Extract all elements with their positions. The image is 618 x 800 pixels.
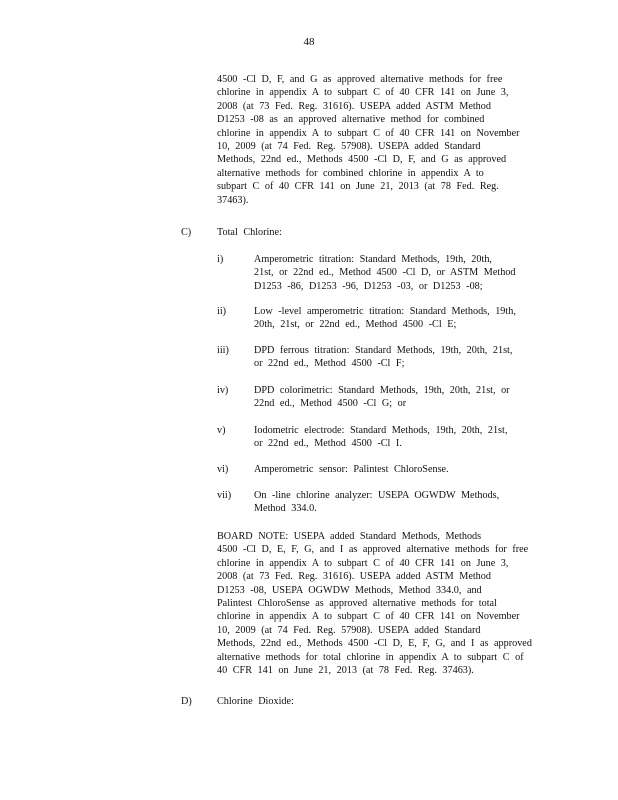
text-line: D1253 -08, USEPA OGWDW Methods, Method 334.0, and: [217, 584, 482, 596]
text-line: alternative methods for combined chlorine in appendix A to: [217, 167, 484, 179]
board-note: [217, 530, 543, 677]
list-item: [254, 253, 542, 293]
text-line: chlorine in appendix A to subpart C of 40 CFR 141 on June 3,: [217, 557, 509, 569]
text-line: or 22nd ed., Method 4500 -Cl F;: [254, 358, 405, 370]
section-c-label: C): [181, 227, 192, 238]
item-number: ii): [217, 306, 227, 317]
text-line: D1253 -86, D1253 -96, D1253 -03, or D1253 -08;: [254, 280, 483, 292]
text-line: 20th, 21st, or 22nd ed., Method 4500 -Cl E;: [254, 319, 457, 331]
text-line: On -line chlorine analyzer: USEPA OGWDW Methods,: [254, 490, 500, 501]
text-line: Amperometric sensor: Palintest ChloroSense.: [254, 464, 449, 475]
text-line: 4500 -Cl D, E, F, G, and I as approved alternative methods for free: [217, 544, 529, 556]
text-line: 37463).: [217, 194, 249, 206]
text-line: BOARD NOTE: USEPA added Standard Methods, Methods: [217, 531, 482, 542]
item-number: iv): [217, 385, 229, 396]
list-item: [254, 344, 542, 371]
text-line: chlorine in appendix A to subpart C of 40 CFR 141 on November: [217, 127, 520, 139]
text-line: alternative methods for total chlorine in appendix A to subpart C of: [217, 651, 524, 663]
text-line: Palintest ChloroSense as approved alternative methods for total: [217, 598, 497, 610]
text-line: Low -level amperometric titration: Standard Methods, 19th,: [254, 306, 516, 317]
text-line: 4500 -Cl D, F, and G as approved alternative methods for free: [217, 74, 503, 85]
list-item: [254, 489, 542, 516]
text-line: D1253 -08 as an approved alternative method for combined: [217, 114, 485, 126]
list-item: [254, 463, 542, 476]
text-line: chlorine in appendix A to subpart C of 40 CFR 141 on November: [217, 611, 520, 623]
text-line: subpart C of 40 CFR 141 on June 21, 2013 (at 78 Fed. Reg.: [217, 181, 499, 193]
text-line: Iodometric electrode: Standard Methods, 19th, 20th, 21st,: [254, 425, 508, 436]
text-line: 21st, or 22nd ed., Method 4500 -Cl D, or ASTM Method: [254, 267, 516, 279]
text-line: 10, 2009 (at 74 Fed. Reg. 57908). USEPA added Standard: [217, 624, 481, 636]
text-line: 40 CFR 141 on June 21, 2013 (at 78 Fed. Reg. 37463).: [217, 665, 474, 677]
text-line: 2008 (at 73 Fed. Reg. 31616). USEPA added ASTM Method: [217, 100, 491, 112]
text-line: or 22nd ed., Method 4500 -Cl I.: [254, 438, 402, 450]
text-line: 10, 2009 (at 74 Fed. Reg. 57908). USEPA added Standard: [217, 141, 481, 153]
text-line: Method 334.0.: [254, 503, 317, 515]
list-item: [254, 424, 542, 451]
text-line: 2008 (at 73 Fed. Reg. 31616). USEPA added ASTM Method: [217, 571, 491, 583]
item-number: vi): [217, 464, 229, 475]
page-number: 48: [303, 36, 315, 48]
text-line: 22nd ed., Method 4500 -Cl G; or: [254, 398, 407, 410]
text-line: Methods, 22nd ed., Methods 4500 -Cl D, E, F, G, and I as approved: [217, 638, 532, 650]
section-c-title: Total Chlorine:: [217, 227, 282, 238]
intro-paragraph: [217, 73, 543, 207]
item-number: i): [217, 254, 224, 265]
section-d-label: D): [181, 696, 192, 707]
list-item: [254, 384, 542, 411]
list-item: [254, 305, 542, 332]
section-d-title: Chlorine Dioxide:: [217, 696, 294, 707]
text-line: DPD ferrous titration: Standard Methods, 19th, 20th, 21st,: [254, 345, 513, 356]
text-line: DPD colorimetric: Standard Methods, 19th, 20th, 21st, or: [254, 385, 510, 396]
item-number: vii): [217, 490, 232, 501]
text-line: Methods, 22nd ed., Methods 4500 -Cl D, F, and G as approved: [217, 154, 507, 166]
text-line: chlorine in appendix A to subpart C of 40 CFR 141 on June 3,: [217, 87, 509, 99]
item-number: v): [217, 425, 226, 436]
text-line: Amperometric titration: Standard Methods, 19th, 20th,: [254, 254, 492, 265]
item-number: iii): [217, 345, 229, 356]
